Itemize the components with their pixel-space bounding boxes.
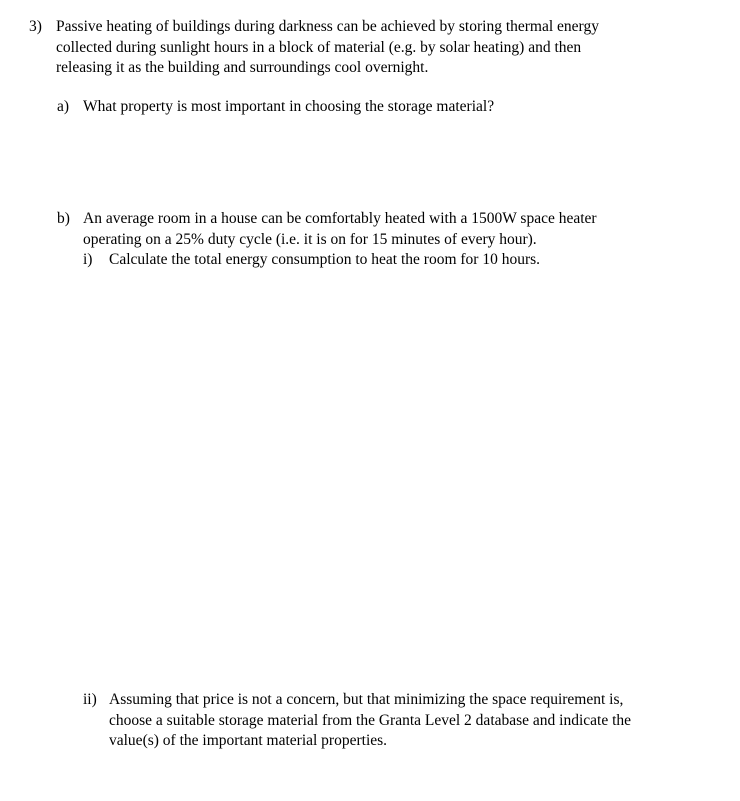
question-text-line: releasing it as the building and surroundings cool overnight. <box>56 59 429 76</box>
part-a-text: What property is most important in choosing the storage material? <box>83 98 495 115</box>
question-text <box>56 17 599 79</box>
part-b-text-line: An average room in a house can be comfortably heated with a 1500W space heater <box>83 210 597 227</box>
part-b-i-text: Calculate the total energy consumption to heat the room for 10 hours. <box>109 251 541 268</box>
part-b-ii-text-line: choose a suitable storage material from the Granta Level 2 database and indicate the <box>109 711 632 729</box>
part-a-label: a) <box>57 98 70 115</box>
part-b-i-label: i) <box>83 251 93 268</box>
part-b-text-line: operating on a 25% duty cycle (i.e. it is on for 15 minutes of every hour). <box>83 230 537 248</box>
part-b-ii-label: ii) <box>83 691 97 708</box>
question-number: 3) <box>29 18 42 35</box>
part-b-ii-text-line: Assuming that price is not a concern, but that minimizing the space requirement is, <box>109 691 624 708</box>
part-b-ii-text-line: value(s) of the important material properties. <box>109 732 388 749</box>
question-text-line: Passive heating of buildings during darkness can be achieved by storing thermal energy <box>56 18 599 35</box>
question-text-line: collected during sunlight hours in a block of material (e.g. by solar heating) and then <box>56 38 582 56</box>
part-b-label: b) <box>57 210 70 227</box>
